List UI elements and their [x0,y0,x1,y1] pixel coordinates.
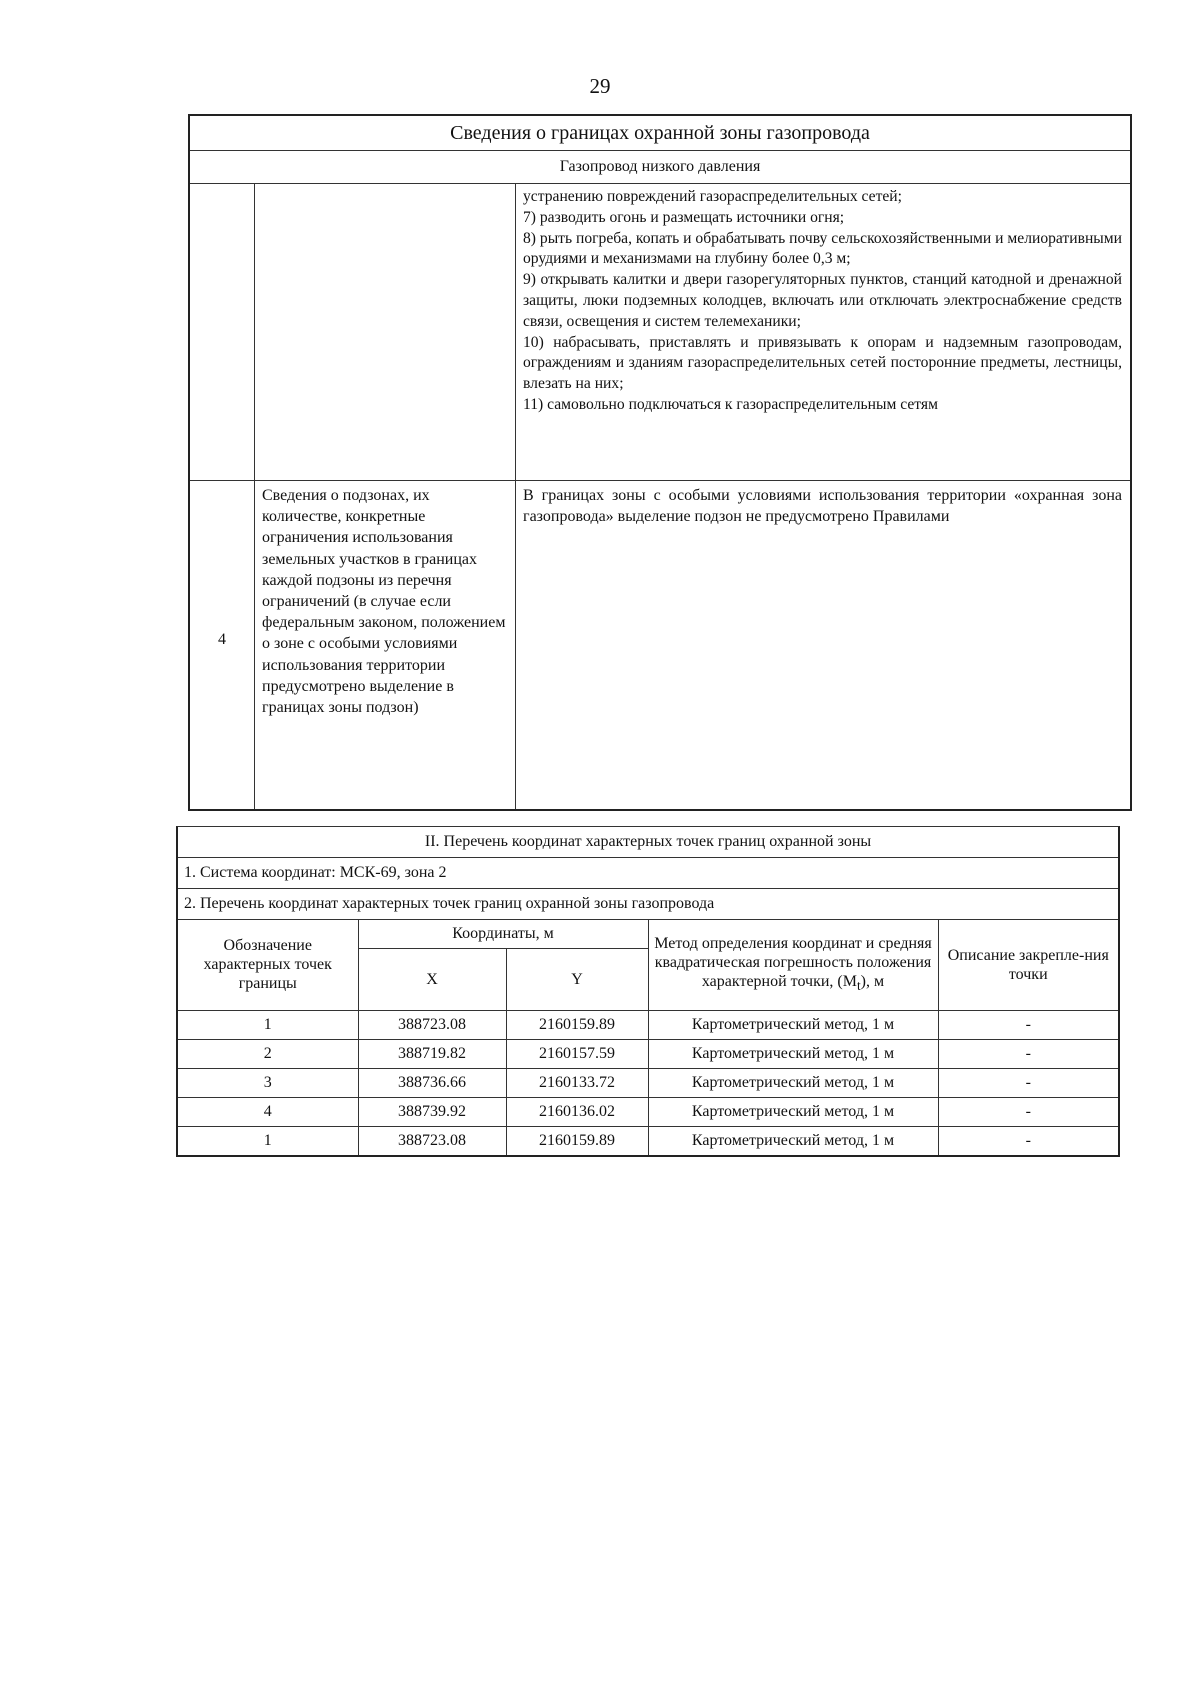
cell-x: 388736.66 [358,1068,506,1097]
restriction-line: устранению повреждений газораспределительных сетей; [523,188,902,205]
header-method-sub: t [856,978,861,994]
table-row [178,1126,1118,1155]
cell-x: 388723.08 [358,1010,506,1039]
cell-method: Картометрический метод, 1 м [648,1097,938,1126]
restriction-line: 11) самовольно подключаться к газораспределительным сетям [523,395,938,413]
cell-y: 2160157.59 [506,1039,648,1068]
subzones-row [190,481,1130,809]
cell-method: Картометрический метод, 1 м [648,1010,938,1039]
header-x: X [358,948,506,1010]
restriction-line: 9) открывать калитки и двери газорегуляторных пунктов, станций катодной и дренажной защиты, люки подземных колодцев, включать или отключать электроснабжение средств связи, освещения и систем телемеханики; [523,271,1122,330]
header-y: Y [506,948,648,1010]
subzones-text: В границах зоны с особыми условиями использования территории «охранная зона газопровода» выделение подзон не предусмотрено Правилами [523,487,1122,525]
coordinates-table [178,920,1118,1155]
row-number: 4 [218,631,226,648]
header-coordinates: Координаты, м [358,920,648,948]
cell-method: Картометрический метод, 1 м [648,1039,938,1068]
coordinate-system: 1. Система координат: МСК-69, зона 2 [178,858,1118,889]
column-divider [515,184,516,480]
table-row [178,1010,1118,1039]
restriction-line: 10) набрасывать, приставлять и привязывать к опорам и надземным газопроводам, ограждениям и зданиям газораспределительных сетей посторонние предметы, лестницы, влезать на них; [523,333,1122,393]
zone-info-table [188,114,1132,811]
cell-y: 2160136.02 [506,1097,648,1126]
cell-x: 388739.92 [358,1097,506,1126]
header-method-end: ), м [860,973,885,991]
cell-point: 4 [178,1097,358,1126]
cell-point: 2 [178,1039,358,1068]
cell-description: - [938,1039,1118,1068]
cell-point: 3 [178,1068,358,1097]
cell-point: 1 [178,1126,358,1155]
cell-method: Картометрический метод, 1 м [648,1068,938,1097]
cell-y: 2160159.89 [506,1126,648,1155]
cell-description: - [938,1126,1118,1155]
cell-point: 1 [178,1010,358,1039]
table-row [178,1039,1118,1068]
coordinates-heading: II. Перечень координат характерных точек границ охранной зоны [178,827,1118,858]
cell-description: - [938,1068,1118,1097]
table-row [178,1097,1118,1126]
column-divider [254,481,255,809]
cell-description: - [938,1097,1118,1126]
table-subtitle: Газопровод низкого давления [190,151,1130,184]
restrictions-continued-row [190,184,1130,481]
cell-description: - [938,1010,1118,1039]
cell-x: 388719.82 [358,1039,506,1068]
coordinates-section [176,826,1120,1157]
header-point: Обозначение характерных точек границы [178,920,358,1010]
header-method [648,920,938,1010]
page-number: 29 [589,74,611,98]
restriction-line: 8) рыть погреба, копать и обрабатывать почву сельскохозяйственными и мелиоративными орудиями и механизмами на глубину более 0,3 м; [523,229,1122,268]
table-row [178,1068,1118,1097]
coordinate-list-title: 2. Перечень координат характерных точек границ охранной зоны газопровода [178,889,1118,920]
restriction-line: 7) разводить огонь и размещать источники огня; [523,208,845,226]
header-method-main: Метод определения координат и средняя квадратическая погрешность положения характерной точки, (M [654,935,932,991]
cell-y: 2160159.89 [506,1010,648,1039]
subzones-label: Сведения о подзонах, их количестве, конкретные ограничения использования земельных участков в границах каждой подзоны из перечня ограничений (в случае если федеральным законом, положением о зоне с особыми условиями использования территории предусмотрено выделение в границах зоны подзон) [262,487,506,717]
cell-y: 2160133.72 [506,1068,648,1097]
cell-x: 388723.08 [358,1126,506,1155]
cell-method: Картометрический метод, 1 м [648,1126,938,1155]
column-divider [254,184,255,480]
column-divider [515,481,516,809]
header-description: Описание закрепле-ния точки [938,920,1118,1010]
table-title: Сведения о границах охранной зоны газопровода [190,116,1130,151]
restrictions-text [523,187,1122,416]
